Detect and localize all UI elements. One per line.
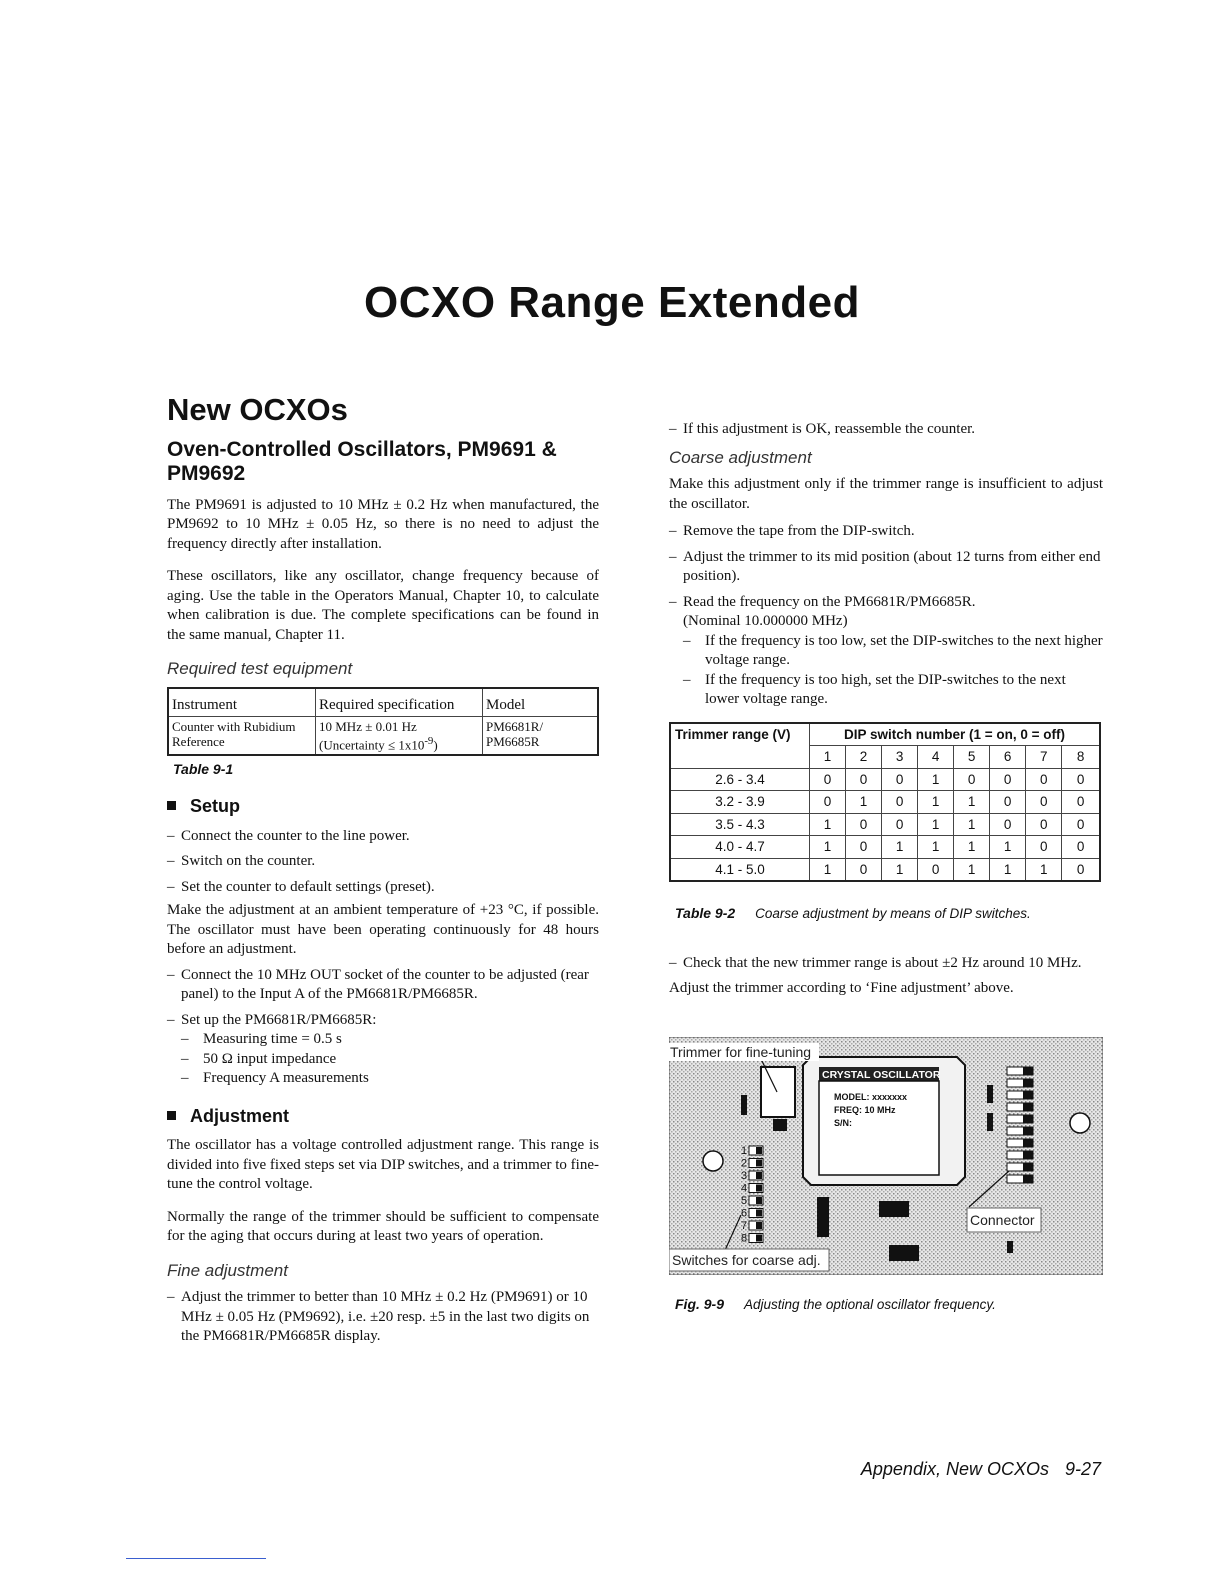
dip-switch-number: 8: [741, 1232, 748, 1245]
dip-bit-cell: 0: [918, 858, 954, 881]
dip-bit-cell: 0: [990, 768, 1026, 791]
table-header: Required specification: [316, 688, 483, 717]
dip-bit-cell: 0: [882, 768, 918, 791]
table-caption: Table 9-1: [173, 760, 234, 777]
switches-label: Switches for coarse adj.: [672, 1252, 821, 1268]
dip-bit-cell: 1: [810, 836, 846, 859]
connector-pin-contact: [1023, 1175, 1033, 1183]
dip-bit-cell: 0: [810, 768, 846, 791]
page-footer: [861, 1459, 1101, 1480]
table-row: [670, 836, 1100, 859]
component: [817, 1197, 829, 1237]
dip-bit-cell: 1: [990, 836, 1026, 859]
list-item: – Adjust the trimmer to better than 10 MHz ± 0.2 Hz (PM9691) or 10 MHz ± 0.05 Hz (PM9692), i.e. ±20 resp. ±5 in the last two digits on the PM6681R/PM6685R display.: [167, 1288, 599, 1347]
switch-number: 5: [954, 746, 990, 769]
oscillator-figure: [669, 1037, 1103, 1275]
connector-pin-contact: [1023, 1115, 1033, 1123]
connector-pin-contact: [1023, 1127, 1033, 1135]
table-caption: Table 9-2 Coarse adjustment by means of DIP switches.: [675, 905, 1031, 921]
switch-number: 4: [918, 746, 954, 769]
dip-bit-cell: 1: [810, 858, 846, 881]
dip-switch-knob: [756, 1185, 762, 1192]
nominal-note: (Nominal 10.000000 MHz): [683, 613, 848, 629]
dip-bit-cell: 0: [954, 768, 990, 791]
dip-bit-cell: 1: [918, 768, 954, 791]
dip-bit-cell: 0: [1026, 813, 1062, 836]
left-column: [167, 392, 599, 1353]
dip-switch-knob: [756, 1235, 762, 1242]
table-header: DIP switch number (1 = on, 0 = off): [810, 723, 1101, 746]
dip-bit-cell: 0: [990, 813, 1026, 836]
connector-pin-contact: [1023, 1079, 1033, 1087]
fine-again-paragraph: Adjust the trimmer according to ‘Fine adjustment’ above.: [669, 980, 1014, 996]
dip-bit-cell: 0: [846, 813, 882, 836]
dip-switch-knob: [756, 1147, 762, 1154]
component: [987, 1113, 993, 1131]
required-equipment-heading: Required test equipment: [167, 659, 353, 678]
dip-switch-number: 4: [741, 1182, 748, 1195]
connector-pin-contact: [1023, 1163, 1033, 1171]
dip-bit-cell: 0: [810, 791, 846, 814]
bullet-square-icon: [167, 801, 176, 810]
dip-bit-cell: 1: [990, 858, 1026, 881]
mounting-hole: [703, 1151, 723, 1171]
list-subitem: – 50 Ω input impedance: [167, 1050, 599, 1070]
list-item: – Adjust the trimmer to its mid position (about 12 turns from either end position).: [669, 548, 1103, 587]
list-item: – Remove the tape from the DIP-switch.: [669, 522, 1103, 542]
page-title: OCXO Range Extended: [363, 278, 861, 327]
dip-bit-cell: 1: [954, 836, 990, 859]
adjustment-paragraph: The oscillator has a voltage controlled adjustment range. This range is divided into five fixed steps set via DIP switches, and a trimmer to fine-tune the control voltage.: [167, 1137, 599, 1193]
list-subitem: – If the frequency is too low, set the DIP-switches to the next higher voltage range.: [669, 632, 1103, 671]
coarse-paragraph: Make this adjustment only if the trimmer range is insufficient to adjust the oscillator.: [669, 476, 1103, 512]
right-column: [669, 420, 1103, 1012]
list-item: – Check that the new trimmer range is about ±2 Hz around 10 MHz.: [669, 954, 1103, 974]
dip-bit-cell: 0: [1062, 768, 1100, 791]
switch-number: 6: [990, 746, 1026, 769]
dip-bit-cell: 0: [990, 791, 1026, 814]
dip-switch-knob: [756, 1222, 762, 1229]
dip-bit-cell: 0: [846, 836, 882, 859]
dip-switch-knob: [756, 1160, 762, 1167]
table-cell: Counter with Rubidium Reference: [168, 716, 316, 755]
connector-pin-contact: [1023, 1091, 1033, 1099]
table-row: [670, 768, 1100, 791]
dip-bit-cell: 0: [1062, 791, 1100, 814]
footer-rule: [126, 1558, 266, 1559]
section-title: New OCXOs: [167, 392, 348, 427]
footer-section: Appendix, New OCXOs: [860, 1459, 1049, 1479]
setup-paragraph: Make the adjustment at an ambient temperature of +23 °C, if possible. The oscillator must have been operating continuously for 48 hours before an adjustment.: [167, 902, 599, 958]
dip-switch-number: 1: [741, 1145, 748, 1157]
dip-bit-cell: 0: [1062, 836, 1100, 859]
dip-bit-cell: 0: [882, 791, 918, 814]
dip-bit-cell: 0: [1062, 813, 1100, 836]
oscillator-freq-line: FREQ: 10 MHz: [834, 1105, 896, 1115]
connector-pin-contact: [1023, 1103, 1033, 1111]
oscillator-title: CRYSTAL OSCILLATOR: [822, 1069, 941, 1081]
bullet-square-icon: [167, 1111, 176, 1120]
dip-bit-cell: 1: [918, 836, 954, 859]
trimmer-range-cell: 4.0 - 4.7: [670, 836, 810, 859]
list-item: – Read the frequency on the PM6681R/PM6685R.: [669, 593, 1103, 613]
trimmer-range-cell: 3.2 - 3.9: [670, 791, 810, 814]
subsection-title: Oven-Controlled Oscillators, PM9691 & PM9692: [167, 437, 557, 485]
list-item: – Switch on the counter.: [167, 852, 599, 872]
list-item: – If this adjustment is OK, reassemble the counter.: [669, 420, 1103, 440]
table-header: Trimmer range (V): [670, 723, 810, 769]
table-row: [670, 813, 1100, 836]
dip-bit-cell: 0: [846, 768, 882, 791]
dip-bit-cell: 1: [918, 791, 954, 814]
switch-number: 2: [846, 746, 882, 769]
trimmer: [761, 1067, 795, 1117]
component: [889, 1245, 919, 1261]
list-subitem: – Measuring time = 0.5 s: [167, 1030, 599, 1050]
connector-pin-contact: [1023, 1067, 1033, 1075]
dip-bit-cell: 1: [846, 791, 882, 814]
connector-pin-contact: [1023, 1151, 1033, 1159]
intro-paragraph: These oscillators, like any oscillator, change frequency because of aging. Use the table in the Operators Manual, Chapter 10, to calculate when calibration is due. The complete specifications can be found in the same manual, Chapter 11.: [167, 568, 599, 643]
figure-caption: Fig. 9-9 Adjusting the optional oscillator frequency.: [675, 1296, 996, 1312]
component: [987, 1085, 993, 1103]
connector-label: Connector: [970, 1212, 1035, 1228]
adjustment-heading: Adjustment: [167, 1107, 599, 1127]
dip-bit-cell: 0: [1062, 858, 1100, 881]
dip-bit-cell: 1: [954, 858, 990, 881]
fine-adjustment-heading: Fine adjustment: [167, 1260, 288, 1280]
intro-paragraph: The PM9691 is adjusted to 10 MHz ± 0.2 Hz when manufactured, the PM9692 to 10 MHz ± 0.05 Hz, so there is no need to adjust the frequency directly after installation.: [167, 496, 599, 552]
list-item: – Connect the 10 MHz OUT socket of the counter to be adjusted (rear panel) to the Input A of the PM6681R/PM6685R.: [167, 966, 599, 1005]
switch-number: 1: [810, 746, 846, 769]
oscillator-model-line: MODEL: xxxxxxx: [834, 1092, 908, 1102]
dip-bit-cell: 0: [1026, 836, 1062, 859]
trimmer-label: Trimmer for fine-tuning: [670, 1044, 812, 1060]
dip-switch-knob: [756, 1197, 762, 1204]
dip-bit-cell: 1: [810, 813, 846, 836]
dip-switch-number: 2: [741, 1157, 748, 1170]
list-item: – Set up the PM6681R/PM6685R:: [167, 1011, 599, 1031]
trimmer-range-cell: 3.5 - 4.3: [670, 813, 810, 836]
dip-switch-knob: [756, 1210, 762, 1217]
setup-heading: Setup: [167, 797, 599, 817]
dip-bit-cell: 1: [882, 858, 918, 881]
dip-switch-number: 3: [741, 1170, 748, 1182]
connector-pin-contact: [1023, 1139, 1033, 1147]
dip-bit-cell: 1: [954, 813, 990, 836]
component: [773, 1119, 787, 1131]
switch-number: 3: [882, 746, 918, 769]
adjustment-paragraph: Normally the range of the trimmer should be sufficient to compensate for the aging that occurs during at least two years of operation.: [167, 1208, 599, 1245]
table-cell: PM6681R/ PM6685R: [483, 716, 599, 755]
table-cell: 10 MHz ± 0.01 Hz (Uncertainty ≤ $1x10^{-9}$): [316, 716, 483, 755]
dip-table-body: [670, 768, 1100, 881]
dip-bit-cell: 1: [954, 791, 990, 814]
trimmer-range-cell: 2.6 - 3.4: [670, 768, 810, 791]
list-item: – Connect the counter to the line power.: [167, 827, 599, 847]
table-header: Instrument: [168, 688, 316, 717]
dip-bit-cell: 0: [846, 858, 882, 881]
switch-number: 8: [1062, 746, 1100, 769]
dip-switch-number: 6: [741, 1207, 748, 1220]
list-subitem: – If the frequency is too high, set the DIP-switches to the next lower voltage range.: [669, 671, 1103, 710]
mounting-hole: [1070, 1113, 1090, 1133]
table-row: [670, 791, 1100, 814]
list-item: – Set the counter to default settings (preset).: [167, 878, 599, 898]
dip-switch-knob: [756, 1172, 762, 1179]
dip-bit-cell: 0: [1026, 791, 1062, 814]
switch-number: 7: [1026, 746, 1062, 769]
equipment-table: [167, 687, 599, 756]
dip-switch-number: 5: [741, 1195, 748, 1207]
dip-bit-cell: 1: [1026, 858, 1062, 881]
list-subitem: – Frequency A measurements: [167, 1069, 599, 1089]
dip-switch-table: [669, 722, 1101, 883]
table-row: [670, 858, 1100, 881]
component: [741, 1095, 747, 1115]
dip-bit-cell: 1: [882, 836, 918, 859]
coarse-adjustment-heading: Coarse adjustment: [669, 447, 812, 467]
dip-bit-cell: 1: [918, 813, 954, 836]
dip-switch-number: 7: [741, 1220, 748, 1232]
oscillator-board-drawing: [669, 1037, 1103, 1275]
oscillator-sn-line: S/N:: [834, 1118, 852, 1128]
component: [1007, 1241, 1013, 1253]
table-header: Model: [483, 688, 599, 717]
trimmer-range-cell: 4.1 - 5.0: [670, 858, 810, 881]
dip-bit-cell: 0: [882, 813, 918, 836]
dip-bit-cell: 0: [1026, 768, 1062, 791]
component: [879, 1201, 909, 1217]
page-number: 9-27: [1064, 1459, 1101, 1479]
